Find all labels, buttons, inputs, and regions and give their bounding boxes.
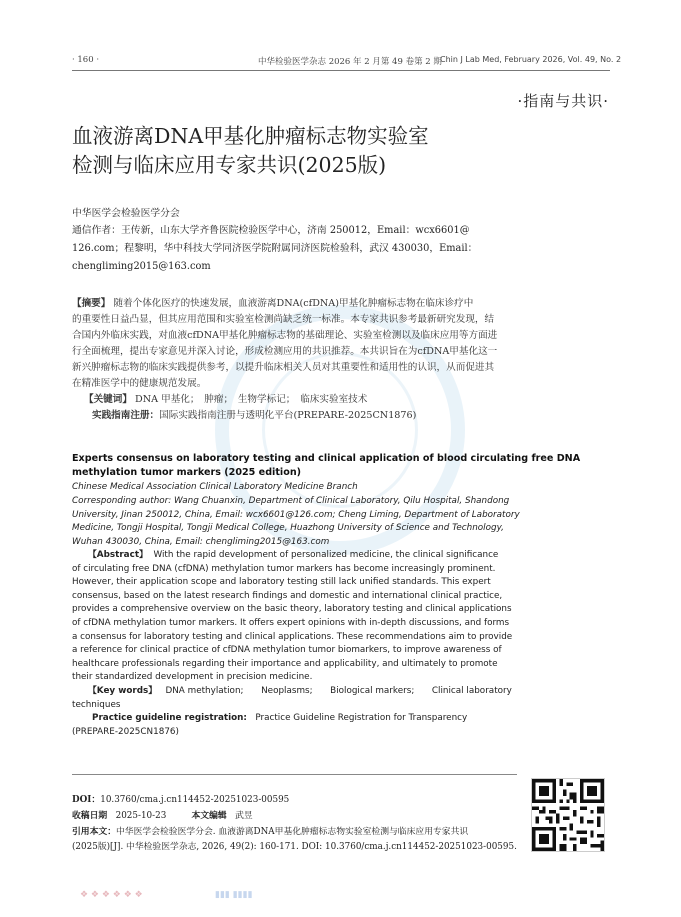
received-label: 收稿日期: [72, 811, 108, 821]
abstract-cn-line: 合国内外临床实践，对血液cfDNA甲基化肿瘤标志物的基础理论、实验室检测以及临床应用等方面进: [72, 330, 498, 341]
english-abstract-line: of cfDNA methylation tumor markers. It offers expert opinions with in-depth discussions, and forms: [72, 617, 510, 628]
article-title-line1: 血液游离DNA甲基化肿瘤标志物实验室: [72, 124, 429, 148]
abstract-cn-line: 随着个体化医疗的快速发展，血液游离DNA(cfDNA)甲基化肿瘤标志物在临床诊疗中: [113, 298, 474, 309]
abstract-cn-line: 新兴肿瘤标志物的临床实践提供参考，以提升临床相关人员对其重要性和适用性的认识，从而促进其: [72, 362, 495, 373]
article-title-line2: 检测与临床应用专家共识(2025版): [72, 153, 387, 177]
corresponding-cn-line1: 通信作者：王传新，山东大学齐鲁医院检验医学中心，济南 250012，Email：wcx6601@: [72, 225, 470, 236]
editor-label: 本文编辑: [191, 811, 227, 821]
abstract-cn-label: 【摘要】: [72, 298, 111, 309]
english-abstract-label: 【Abstract】: [88, 550, 148, 560]
footer-rule: [72, 774, 517, 775]
english-keywords-label: 【Key words】: [88, 685, 158, 696]
english-author: Chinese Medical Association Clinical Laboratory Medicine Branch: [72, 482, 358, 492]
english-abstract-line: consensus, based on the latest research findings and domestic and international clinical practice,: [72, 590, 503, 601]
english-corresponding-line: Medicine, Tongji Hospital, Tongji Medical College, Huazhong University of Science and Technology,: [72, 523, 504, 534]
citation-label: 引用本文：: [72, 827, 116, 837]
english-title-line1: Experts consensus on laboratory testing and clinical application of blood circulating free DNA: [72, 453, 581, 464]
citation-line1: 中华医学会检验医学分会. 血液游离DNA甲基化肿瘤标志物实验室检测与临床应用专家共识: [116, 827, 469, 837]
page-number: · 160 ·: [72, 55, 100, 65]
english-registration-line1: Practice Guideline Registration for Transparency: [255, 713, 468, 724]
english-corresponding-line: University, Jinan 250012, China, Email: wcx6601@126.com; Cheng Liming, Department of Laboratory: [72, 509, 520, 520]
english-abstract-line: healthcare professionals regarding their importance and applicability, and ultimately to promote: [72, 658, 498, 669]
abstract-cn-line: 的重要性日益凸显，但其应用范围和实验室检测尚缺乏统一标准。本专家共识参考最新研究发现，结: [72, 314, 495, 325]
english-abstract-line: a consensus for laboratory testing and clinical applications. These recommendations aim to provide: [72, 631, 513, 642]
english-abstract-line: of circulating free DNA (cfDNA) methylation tumor markers has become increasingly prominent.: [72, 563, 496, 574]
journal-info-en: Chin J Lab Med, February 2026, Vol. 49, No. 2: [440, 55, 622, 64]
doi-line: [72, 793, 289, 808]
english-corresponding: [72, 495, 610, 549]
received-date: 2025-10-23: [115, 811, 167, 821]
corresponding-cn-line3: chengliming2015@163.com: [72, 261, 211, 272]
english-keywords-line1: DNA methylation; Neoplasms; Biological markers; Clinical laboratory: [165, 685, 512, 696]
english-corresponding-line: Corresponding author: Wang Chuanxin, Department of Clinical Laboratory, Qilu Hospital, Shandong: [72, 496, 510, 506]
english-abstract-line: However, their application scope and laboratory testing still lack unified standards. This expert: [72, 577, 491, 588]
editor-name: 武昱: [235, 811, 253, 821]
registration-cn: 国际实践指南注册与透明化平台(PREPARE-2025CN1876): [159, 410, 417, 421]
abstract-cn-line: 行全面梳理，提出专家意见并深入讨论，形成检测应用的共识推荐。本共识旨在为cfDNA甲基化这一: [72, 346, 498, 357]
english-abstract-line: With the rapid development of personalized medicine, the clinical significance: [153, 550, 499, 560]
english-abstract: [72, 549, 610, 739]
doi-value: 10.3760/cma.j.cn114452-20251023-00595: [100, 795, 290, 805]
doi-label: DOI：: [72, 795, 101, 805]
english-title-line2: methylation tumor markers (2025 edition): [72, 467, 302, 478]
journal-info-cn: 中华检验医学杂志 2026 年 2 月第 49 卷第 2 期: [258, 57, 442, 67]
received-line: [72, 809, 253, 824]
keywords-cn-label: 【关键词】: [84, 394, 132, 405]
citation-line2: (2025版)[J]. 中华检验医学杂志, 2026, 49(2): 160-171. DOI: 10.3760/cma.j.cn114452-20251023-00595.: [72, 842, 517, 852]
qr-code: [531, 778, 605, 852]
abstract-cn: [72, 296, 610, 424]
english-keywords-line2: techniques: [72, 699, 121, 710]
english-abstract-line: their standardized development in precision medicine.: [72, 672, 313, 683]
english-corresponding-line: Wuhan 430030, China, Email: chengliming2015@163.com: [72, 536, 330, 547]
english-registration-label: Practice guideline registration:: [92, 713, 247, 724]
publisher-logo-left: ❖ ❖ ❖ ❖ ❖ ❖: [80, 890, 143, 900]
citation: [72, 825, 532, 855]
registration-cn-label: 实践指南注册：: [92, 410, 160, 421]
publisher-logo-right: ▮▮▮ ▮▮▮▮: [215, 890, 253, 900]
corresponding-cn-line2: 126.com；程黎明，华中科技大学同济医学院附属同济医院检验科，武汉 430030，Email：: [72, 243, 478, 254]
abstract-cn-line: 在精准医学中的健康规范发展。: [72, 378, 207, 389]
header-rule: [72, 70, 610, 71]
section-label: ·指南与共识·: [517, 92, 609, 110]
english-abstract-line: a reference for clinical practice of cfDNA methylation tumor biomarkers, to improve awareness of: [72, 645, 502, 656]
english-abstract-line: provides a comprehensive overview on the basic theory, laboratory testing and clinical applications: [72, 604, 512, 615]
english-registration-line2: (PREPARE-2025CN1876): [72, 726, 179, 737]
keywords-cn: DNA 甲基化； 肿瘤； 生物学标记； 临床实验室技术: [135, 394, 368, 405]
author-cn: 中华医学会检验医学分会: [72, 208, 180, 219]
